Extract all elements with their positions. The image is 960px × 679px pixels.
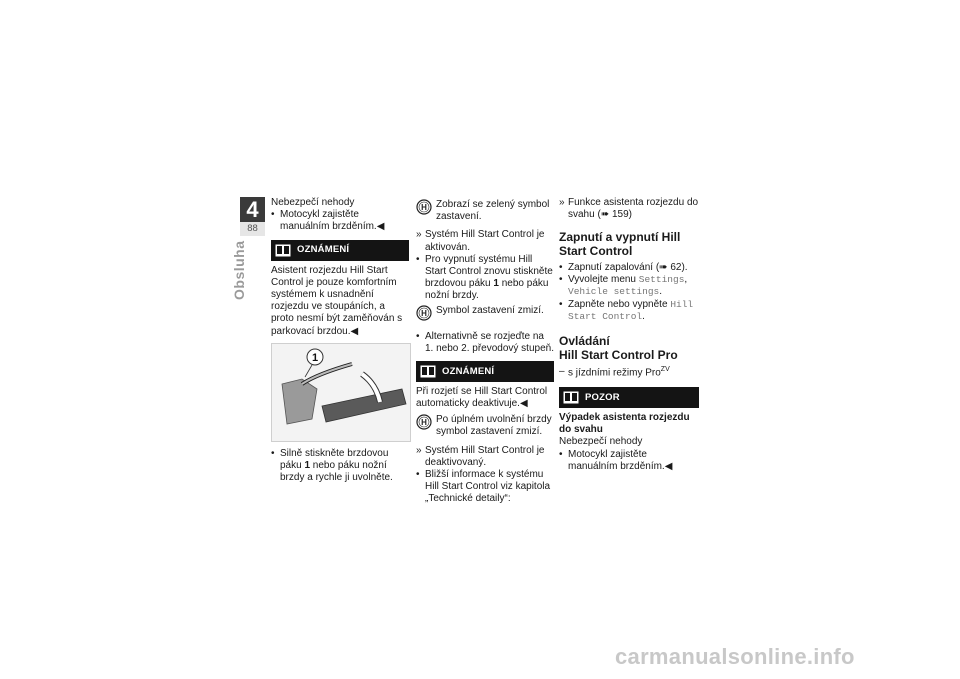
book-hand-icon — [275, 244, 291, 257]
icon-note-text: Symbol zastavení zmizí. — [436, 304, 544, 316]
hazard-text: Nebezpečí nehody — [559, 436, 643, 448]
menu-path: Settings — [638, 274, 685, 286]
warning-banner — [559, 387, 699, 408]
book-hand-icon — [420, 365, 436, 378]
book-hand-icon — [563, 391, 579, 404]
hill-start-icon — [416, 305, 432, 321]
icon-note-text: Po úplném uvolnění brzdy symbol zastavení zmizí. — [436, 414, 552, 438]
end-mark-icon: ◀ — [376, 221, 385, 233]
watermark: carmanualsonline.info — [615, 644, 855, 669]
notice-banner — [271, 240, 409, 261]
page-ref[interactable]: 159 — [611, 209, 629, 221]
svg-text:H: H — [421, 308, 427, 318]
end-mark-icon: ◀ — [519, 398, 528, 410]
column-2 — [416, 197, 554, 506]
end-mark-icon: ◀ — [664, 460, 673, 472]
page-ref[interactable]: 62 — [670, 261, 682, 273]
list-item: • Motocykl zajistěte manuálním brzděním.◀ — [559, 449, 699, 473]
hazard-text: Nebezpečí nehody — [271, 197, 355, 208]
list-item: • Zapnutí zapalování (➠ 62). — [559, 262, 699, 274]
result-item: » Funkce asistenta rozjezdu do svahu (➠ 159) — [559, 197, 699, 221]
menu-path: Hill Start Control — [568, 298, 694, 322]
list-item: • Motocykl zajistěte manuálním brzděním.◀ — [271, 209, 409, 233]
svg-text:H: H — [421, 203, 427, 212]
section-heading: Ovládání Hill Start Control Pro — [559, 333, 678, 362]
icon-note-text: Zobrazí se zelený symbol zastavení. — [436, 199, 550, 223]
warning-label: POZOR — [585, 391, 620, 403]
column-1 — [271, 197, 409, 484]
page-ref-arrow-icon: ➠ — [659, 261, 671, 273]
section-heading: Zapnutí a vypnutí Hill Start Control — [559, 230, 681, 259]
icon-note — [416, 414, 554, 438]
notice-text: Při rozjetí se Hill Start Control automaticky deaktivuje.◀ — [416, 385, 548, 410]
list-item: • Pro vypnutí systému Hill Start Control znovu stiskněte brzdovou páku 1 nebo páku nožní brzdy. — [416, 254, 554, 303]
column-3 — [559, 197, 699, 473]
list-item: • Silně stiskněte brzdovou páku 1 nebo páku nožní brzdy a rychle ji uvolněte. — [271, 448, 409, 485]
mode-note: – s jízdními režimy Pro$^{ZV}$ — [559, 366, 699, 380]
section-title: Obsluha — [231, 240, 247, 300]
list-item: • Vyvolejte menu Settings, Vehicle settings. — [559, 274, 699, 298]
result-item: » Systém Hill Start Control je aktivován. — [416, 229, 554, 253]
notice-banner — [416, 361, 554, 382]
menu-path: Vehicle settings — [568, 286, 660, 298]
svg-text:H: H — [421, 418, 427, 428]
page-ref-arrow-icon: ➠ — [600, 209, 612, 221]
page-number: 88 — [240, 222, 265, 236]
hill-start-icon — [416, 199, 432, 215]
notice-text: Asistent rozjezdu Hill Start Control je pouze komfortním systémem k usnadnění rozjezdu ve stoupáních, a proto nesmí být zaměňován s parkovací brzdou.◀ — [271, 264, 403, 337]
chapter-number: 4 — [240, 197, 265, 222]
hill-start-icon — [416, 414, 432, 430]
brake-lever-illustration — [272, 344, 410, 441]
notice-label: OZNÁMENÍ — [297, 244, 350, 256]
icon-note — [416, 199, 554, 223]
result-item: » Systém Hill Start Control je deaktivovaný. — [416, 445, 554, 469]
figure-callout: 1 — [311, 351, 319, 364]
warning-title: Výpadek asistenta rozjezdu do svahu — [559, 412, 690, 436]
end-mark-icon: ◀ — [350, 325, 359, 337]
list-item: • Bližší informace k systému Hill Start Control viz kapitola „Technické detaily“: — [416, 469, 554, 506]
notice-label: OZNÁMENÍ — [442, 365, 495, 377]
list-item: • Alternativně se rozjeďte na 1. nebo 2. převodový stupeň. — [416, 331, 554, 355]
brake-lever-figure — [271, 343, 411, 442]
list-item: • Zapněte nebo vypněte Hill Start Control. — [559, 299, 699, 323]
icon-note — [416, 305, 554, 327]
